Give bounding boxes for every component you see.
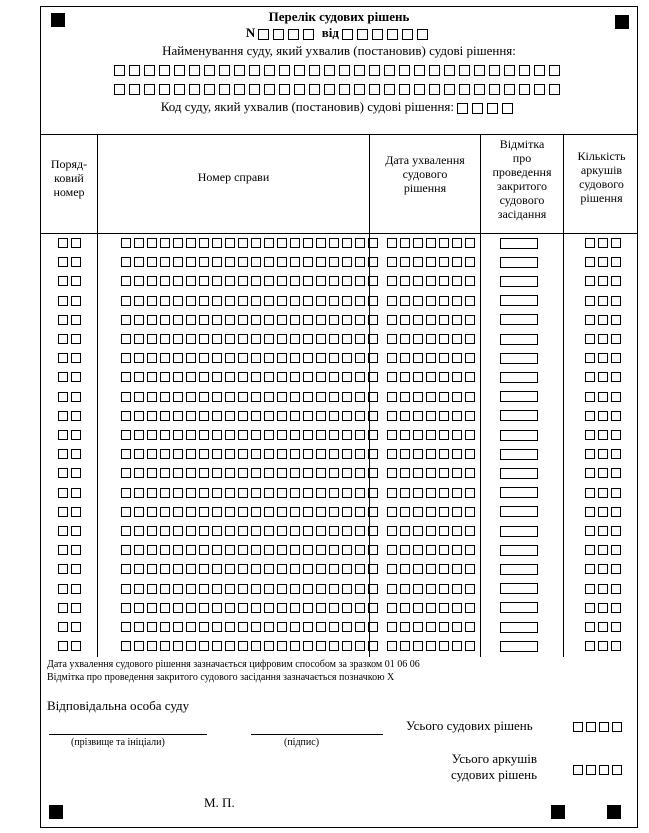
list-number-boxes[interactable]	[258, 25, 318, 40]
sheet-count-boxes[interactable]	[585, 293, 624, 309]
closed-session-mark[interactable]	[500, 446, 538, 462]
case-number-boxes[interactable]	[121, 235, 381, 251]
table-row	[41, 446, 637, 462]
table-row	[41, 369, 637, 385]
seq-number-boxes[interactable]	[58, 523, 84, 539]
table-row	[41, 312, 637, 328]
case-number-boxes[interactable]	[121, 389, 381, 405]
table-row	[41, 408, 637, 424]
table-header-rule	[41, 233, 637, 234]
closed-session-mark[interactable]	[500, 619, 538, 635]
decision-date-boxes[interactable]	[387, 350, 478, 366]
total-sheets-label-line-2: судових рішень	[451, 767, 538, 782]
case-number-boxes[interactable]	[121, 331, 381, 347]
case-number-boxes[interactable]	[121, 254, 381, 270]
sheet-count-boxes[interactable]	[585, 619, 624, 635]
seq-number-boxes[interactable]	[58, 542, 84, 558]
closed-session-mark[interactable]	[500, 581, 538, 597]
total-sheets-label	[451, 751, 537, 783]
seq-number-boxes[interactable]	[58, 638, 84, 654]
table-row	[41, 619, 637, 635]
decision-date-boxes[interactable]	[387, 369, 478, 385]
seq-number-boxes[interactable]	[58, 235, 84, 251]
column-header-case-number: Номер справи	[197, 170, 270, 184]
seq-number-boxes[interactable]	[58, 581, 84, 597]
responsible-person-label: Відповідальна особа суду	[47, 698, 190, 713]
sheet-count-boxes[interactable]	[585, 427, 624, 443]
table-row	[41, 350, 637, 366]
case-number-boxes[interactable]	[121, 369, 381, 385]
table-row	[41, 293, 637, 309]
seq-number-boxes[interactable]	[58, 485, 84, 501]
corner-marker-bottom-left	[49, 805, 63, 819]
court-code-line	[41, 99, 637, 115]
closed-session-mark[interactable]	[500, 504, 538, 520]
closed-session-mark[interactable]	[500, 235, 538, 251]
closed-session-note: Відмітка про проведення закритого судового засідання зазначається позначкою Х	[47, 672, 395, 683]
closed-session-mark[interactable]	[500, 561, 538, 577]
stamp-placeholder: М. П.	[204, 795, 235, 810]
seq-number-boxes[interactable]	[58, 427, 84, 443]
case-number-boxes[interactable]	[121, 561, 381, 577]
seq-number-boxes[interactable]	[58, 504, 84, 520]
case-number-boxes[interactable]	[121, 581, 381, 597]
closed-session-mark[interactable]	[500, 350, 538, 366]
seq-number-boxes[interactable]	[58, 273, 84, 289]
closed-session-mark[interactable]	[500, 427, 538, 443]
sheet-count-boxes[interactable]	[585, 235, 624, 251]
closed-session-mark[interactable]	[500, 369, 538, 385]
table-row	[41, 638, 637, 654]
table-row	[41, 465, 637, 481]
closed-session-mark[interactable]	[500, 408, 538, 424]
table-row	[41, 561, 637, 577]
closed-session-mark[interactable]	[500, 485, 538, 501]
decision-date-boxes[interactable]	[387, 485, 478, 501]
date-prefix: від	[321, 25, 339, 40]
decision-date-boxes[interactable]	[387, 389, 478, 405]
seq-number-boxes[interactable]	[58, 331, 84, 347]
total-sheets-boxes[interactable]	[573, 761, 625, 777]
table-row	[41, 542, 637, 558]
total-sheets-label-line-1: Усього аркушів	[451, 751, 538, 766]
column-header-sheet-count: Кількість аркушів судового рішення	[577, 149, 626, 205]
closed-session-mark[interactable]	[500, 638, 538, 654]
case-number-boxes[interactable]	[121, 465, 381, 481]
sheet-count-boxes[interactable]	[585, 254, 624, 270]
court-code-label: Код суду, який ухвалив (постановив) судові рішення:	[160, 99, 455, 114]
decision-date-boxes[interactable]	[387, 331, 478, 347]
sheet-count-boxes[interactable]	[585, 504, 624, 520]
case-number-boxes[interactable]	[121, 293, 381, 309]
case-number-boxes[interactable]	[121, 312, 381, 328]
decision-date-boxes[interactable]	[387, 446, 478, 462]
case-number-boxes[interactable]	[121, 600, 381, 616]
seq-number-boxes[interactable]	[58, 312, 84, 328]
sheet-count-boxes[interactable]	[585, 465, 624, 481]
court-name-boxes-row-2[interactable]	[41, 80, 637, 96]
closed-session-mark[interactable]	[500, 523, 538, 539]
case-number-boxes[interactable]	[121, 408, 381, 424]
decision-date-boxes[interactable]	[387, 504, 478, 520]
court-name-boxes-row-1[interactable]	[41, 61, 637, 77]
sheet-count-boxes[interactable]	[585, 561, 624, 577]
case-number-boxes[interactable]	[121, 427, 381, 443]
sheet-count-boxes[interactable]	[585, 485, 624, 501]
seq-number-boxes[interactable]	[58, 465, 84, 481]
decision-date-boxes[interactable]	[387, 408, 478, 424]
table-row	[41, 485, 637, 501]
seq-number-boxes[interactable]	[58, 408, 84, 424]
sheet-count-boxes[interactable]	[585, 581, 624, 597]
signature-line[interactable]	[251, 734, 383, 735]
closed-session-mark[interactable]	[500, 465, 538, 481]
decision-date-boxes[interactable]	[387, 235, 478, 251]
corner-marker-bottom-mid	[551, 805, 565, 819]
decision-date-boxes[interactable]	[387, 638, 478, 654]
column-header-seq-number: Поряд- ковий номер	[50, 157, 88, 199]
sheet-count-boxes[interactable]	[585, 638, 624, 654]
decision-date-boxes[interactable]	[387, 254, 478, 270]
table-top-rule	[41, 134, 637, 135]
decision-date-boxes[interactable]	[387, 312, 478, 328]
column-header-decision-date: Дата ухвалення судового рішення	[385, 153, 465, 195]
seq-number-boxes[interactable]	[58, 561, 84, 577]
closed-session-mark[interactable]	[500, 542, 538, 558]
table-row	[41, 254, 637, 270]
closed-session-mark[interactable]	[500, 331, 538, 347]
number-date-line	[41, 25, 637, 41]
decision-date-boxes[interactable]	[387, 600, 478, 616]
case-number-boxes[interactable]	[121, 485, 381, 501]
column-header-closed-session: Відмітка про проведення закритого судового засідання	[492, 137, 552, 221]
decision-date-boxes[interactable]	[387, 561, 478, 577]
total-decisions-boxes[interactable]	[573, 718, 625, 734]
table-row	[41, 523, 637, 539]
case-number-boxes[interactable]	[121, 350, 381, 366]
sheet-count-boxes[interactable]	[585, 600, 624, 616]
decision-date-boxes[interactable]	[387, 542, 478, 558]
seq-number-boxes[interactable]	[58, 389, 84, 405]
table-row	[41, 427, 637, 443]
sheet-count-boxes[interactable]	[585, 273, 624, 289]
table-row	[41, 273, 637, 289]
closed-session-mark[interactable]	[500, 273, 538, 289]
sheet-count-boxes[interactable]	[585, 408, 624, 424]
sheet-count-boxes[interactable]	[585, 350, 624, 366]
seq-number-boxes[interactable]	[58, 600, 84, 616]
decision-date-boxes[interactable]	[387, 523, 478, 539]
name-line[interactable]	[49, 734, 207, 735]
case-number-boxes[interactable]	[121, 638, 381, 654]
sheet-count-boxes[interactable]	[585, 369, 624, 385]
sheet-count-boxes[interactable]	[585, 542, 624, 558]
table-row	[41, 389, 637, 405]
table-row	[41, 235, 637, 251]
total-decisions-label: Усього судових рішень	[406, 718, 533, 733]
court-name-label: Найменування суду, який ухвалив (постановив) судові рішення:	[162, 43, 516, 58]
closed-session-mark[interactable]	[500, 600, 538, 616]
date-format-note: Дата ухвалення судового рішення зазначається цифровим способом за зразком 01 06 06	[47, 659, 420, 670]
case-number-boxes[interactable]	[121, 504, 381, 520]
corner-marker-bottom-right	[607, 805, 621, 819]
list-date-boxes[interactable]	[342, 25, 432, 40]
decision-date-boxes[interactable]	[387, 465, 478, 481]
seq-number-boxes[interactable]	[58, 350, 84, 366]
closed-session-mark[interactable]	[500, 293, 538, 309]
closed-session-mark[interactable]	[500, 254, 538, 270]
sheet-count-boxes[interactable]	[585, 312, 624, 328]
case-number-boxes[interactable]	[121, 523, 381, 539]
case-number-boxes[interactable]	[121, 273, 381, 289]
sheet-count-boxes[interactable]	[585, 446, 624, 462]
court-decisions-list-form	[40, 6, 638, 828]
seq-number-boxes[interactable]	[58, 369, 84, 385]
signature-caption: (підпис)	[284, 737, 320, 748]
table-row	[41, 581, 637, 597]
case-number-boxes[interactable]	[121, 542, 381, 558]
sheet-count-boxes[interactable]	[585, 389, 624, 405]
decision-date-boxes[interactable]	[387, 619, 478, 635]
sheet-count-boxes[interactable]	[585, 523, 624, 539]
table-row	[41, 331, 637, 347]
sheet-count-boxes[interactable]	[585, 331, 624, 347]
decision-date-boxes[interactable]	[387, 293, 478, 309]
case-number-boxes[interactable]	[121, 446, 381, 462]
decision-date-boxes[interactable]	[387, 427, 478, 443]
table-row	[41, 600, 637, 616]
decision-date-boxes[interactable]	[387, 581, 478, 597]
court-code-boxes[interactable]	[457, 99, 517, 114]
case-number-boxes[interactable]	[121, 619, 381, 635]
name-caption: (прізвище та ініціали)	[71, 737, 165, 748]
closed-session-mark[interactable]	[500, 312, 538, 328]
number-prefix: N	[245, 25, 256, 40]
form-title: Перелік судових рішень	[268, 9, 410, 24]
closed-session-mark[interactable]	[500, 389, 538, 405]
seq-number-boxes[interactable]	[58, 619, 84, 635]
seq-number-boxes[interactable]	[58, 254, 84, 270]
seq-number-boxes[interactable]	[58, 293, 84, 309]
table-row	[41, 504, 637, 520]
decision-date-boxes[interactable]	[387, 273, 478, 289]
seq-number-boxes[interactable]	[58, 446, 84, 462]
